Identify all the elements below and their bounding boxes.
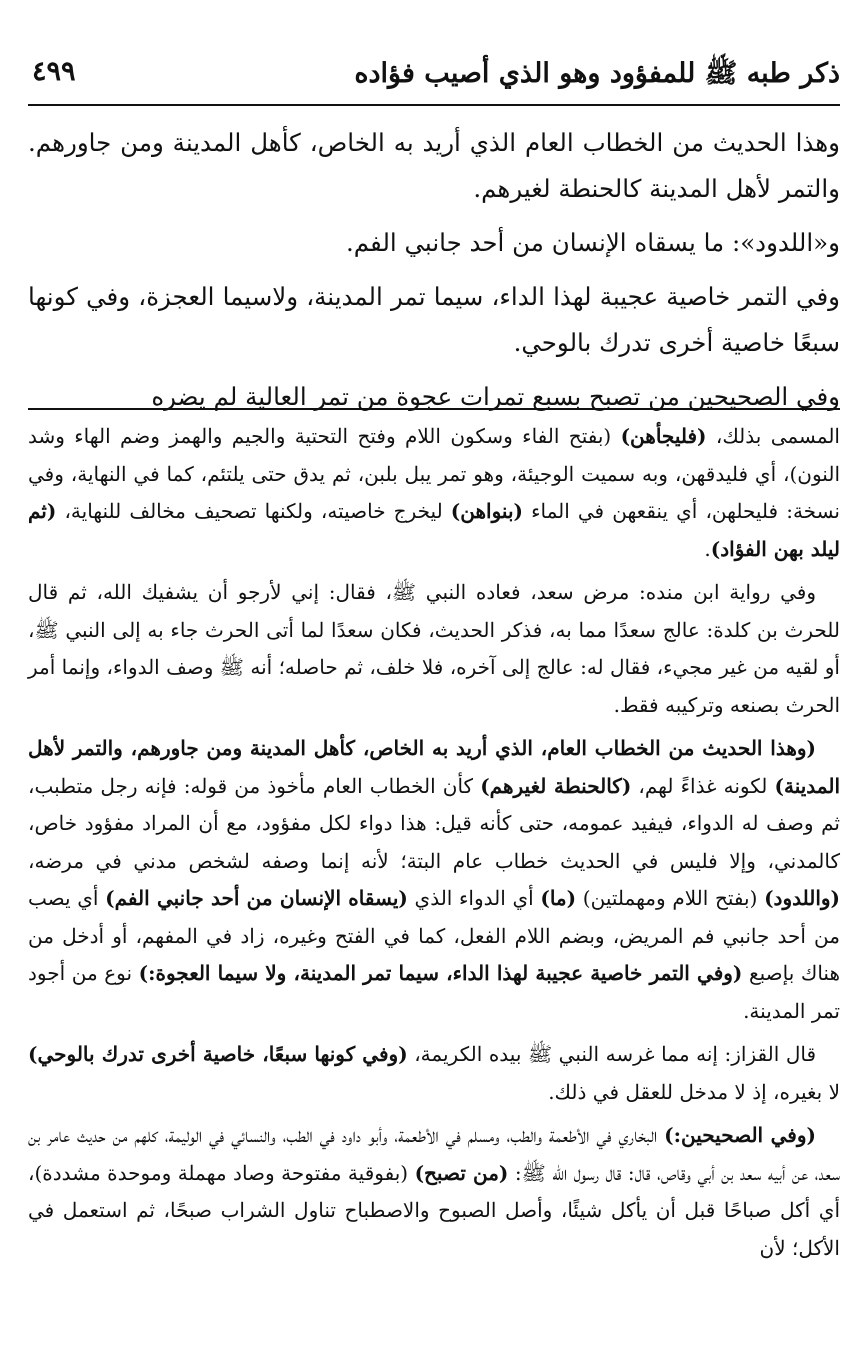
page — [28, 56, 840, 1354]
commentary-paragraph: (وهذا الحديث من الخطاب العام، الذي أريد به الخاص، كأهل المدينة ومن جاورهم، والتمر لأهل المدينة) لكونه غذاءً لهم، (كالحنطة لغيرهم) كأن الخطاب العام مأخوذ من قوله: فإنه رجل متطبب، ثم وصف له الدواء، فيفيد عمومه، حتى كأنه قيل: هذا دواء لكل مفؤود، مع أن المراد مفؤود خاص، كالمدني، وإلا فليس في الحديث خطاب عام البتة؛ لأنه إنما وصفه لشخص مدني في مرضه، (واللدود) (بفتح اللام ومهملتين) (ما) أي الدواء الذي (يسقاه الإنسان من أحد جانبي الفم) أي يصب من أحد جانبي فم المريض، وبضم اللام الفعل، كما في الفتح وغيره، زاد في المفهم، أو أدخل من هناك بإصبع (وفي التمر خاصية عجيبة لهذا الداء، سيما تمر المدينة، ولا سيما العجوة:) نوع من أجود تمر المدينة. — [28, 736, 841, 1023]
running-title: ذكر طبه ﷺ للمفؤود وهو الذي أصيب فؤاده — [354, 58, 840, 89]
main-paragraph: وفي الصحيحين من تصبح بسبع تمرات عجوة من تمر العالية لم يضره — [151, 382, 840, 411]
main-paragraph: و«اللدود»: ما يسقاه الإنسان من أحد جانبي الفم. — [345, 228, 840, 257]
commentary — [28, 418, 840, 1273]
commentary-paragraph: وفي رواية ابن منده: مرض سعد، فعاده النبي ﷺ، فقال: إني لأرجو أن يشفيك الله، ثم قال للحرث بن كلدة: عالج سعدًا مما به، فذكر الحديث، فكان سعدًا لما أتى الحرث جاء به إلى النبي ﷺ، أو لقيه من غير مجيء، فقال له: عالج إلى آخره، فلا خلف، ثم حاصله؛ أنه ﷺ وصف الدواء، وإنما أمر الحرث بصنعه وتركيبه فقط. — [28, 580, 840, 717]
main-paragraph: وهذا الحديث من الخطاب العام الذي أريد به الخاص، كأهل المدينة ومن جاورهم. والتمر لأهل المدينة كالحنطة لغيرهم. — [28, 128, 840, 203]
main-text — [28, 120, 840, 428]
main-paragraph: وفي التمر خاصية عجيبة لهذا الداء، سيما تمر المدينة، ولاسيما العجزة، وفي كونها سبعًا خاصية أخرى تدرك بالوحي. — [28, 282, 840, 357]
commentary-paragraph: المسمى بذلك، (فليجأهن) (بفتح الفاء وسكون اللام وفتح التحتية والجيم والهمز وضم الهاء وشد النون)، أي فليدقهن، وبه سميت الوجيئة، وهو تمر يبل بلبن، ثم يدق حتى يلتئم، كما في النهاية، وفي نسخة: فليحلهن، أي ينقعهن في الماء (بنواهن) ليخرج خاصيته، ولكنها تصحيف مخالف للنهاية، (ثم ليلد بهن الفؤاد). — [28, 424, 840, 561]
commentary-paragraph: قال القزاز: إنه مما غرسه النبي ﷺ بيده الكريمة، (وفي كونها سبعًا، خاصية أخرى تدرك بالوحي) لا بغيره، إذ لا مدخل للعقل في ذلك. — [28, 1042, 840, 1104]
page-number: ٤٩٩ — [32, 56, 76, 87]
section-divider — [28, 408, 840, 410]
commentary-paragraph: (وفي الصحيحين:) البخاري في الأطعمة والطب، ومسلم في الأطعمة، وأبو داود في الطب، والنسائي في الوليمة، كلهم من حديث عامر بن سعد، عن أبيه سعد بن أبي وقاص، قال: قال رسول الله ﷺ: (من تصبح) (بفوقية مفتوحة وصاد مهملة وموحدة مشددة)، أي أكل صباحًا قبل أن يأكل شيئًا، وأصل الصبوح والاصطباح تناول الشراب صبحًا، ثم استعمل في الأكل؛ لأن — [28, 1123, 841, 1260]
header-rule — [28, 104, 840, 106]
page-header — [28, 56, 840, 100]
